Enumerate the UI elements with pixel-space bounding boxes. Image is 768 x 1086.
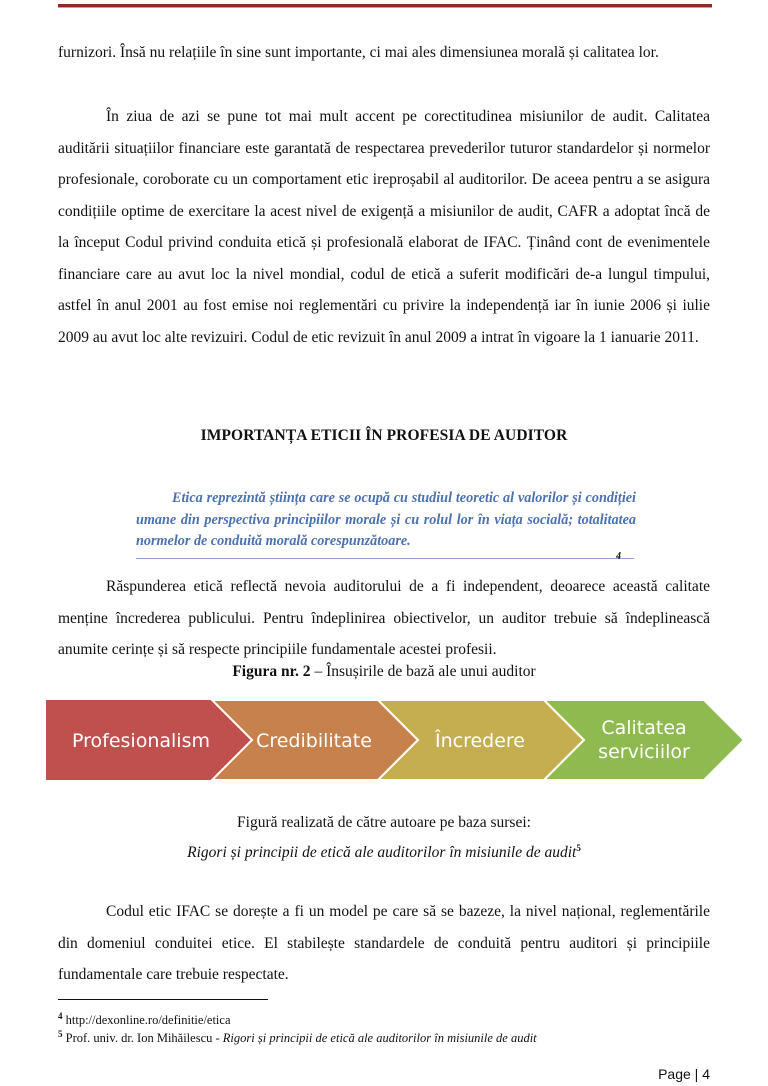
paragraph-audit-quality: În ziua de azi se pune tot mai mult accent pe corectitudinea misiunilor de audit. Calitatea auditării situațiilor financiare este garantată de respectarea prevederilor tuturor standardelor și normelor profesionale, coroborate cu un comportament etic ireproșabil al auditorilor. De aceea pentru a se asigura condițiile optime de exercitare la acest nivel de exigență a misiunilor de audit, CAFR a adoptat încă de la început Codul privind conduita etică și profesională elaborat de IFAC. Ținând cont de evenimentele financiare care au avut loc la nivel mondial, codul de etică a suferit modificări de-a lungul timpului, astfel în anul 2001 au fost emise noi reglementări cu privire la independență iar în iunie 2006 și iulie 2009 au avut loc alte revizuiri. Codul de etic revizuit în anul 2009 a intrat în vigoare la 1 ianuarie 2011. — [58, 108, 710, 346]
quote-underline — [136, 558, 634, 559]
footnote-5-number: 5 — [58, 1029, 63, 1039]
label-calitatea: Calitatea — [601, 717, 687, 739]
auditor-qualities-chevron-diagram — [46, 700, 746, 780]
figure-source-title — [0, 843, 768, 862]
header-rule — [58, 4, 712, 8]
footnote-5 — [58, 1026, 537, 1046]
label-incredere: Încredere — [434, 730, 526, 752]
paragraph-ifac-code: Codul etic IFAC se dorește a fi un model pe care să se bazeze, la nivel național, reglementările din domeniul conduitei etice. El stabilește standardele de conduită pentru auditori și principiile fundamentale care trebuie respectate. — [58, 903, 710, 983]
figure-number: Figura nr. 2 — [232, 663, 311, 680]
footnote-4-link[interactable]: http://dexonline.ro/definitie/etica — [62, 1013, 231, 1028]
figure-source-work: Rigori și principii de etică ale auditorilor în misiunile de audit — [187, 844, 577, 862]
label-profesionalism: Profesionalism — [72, 730, 210, 752]
paragraph-ethical-responsibility: Răspunderea etică reflectă nevoia auditorului de a fi independent, deoarece această calitate menține încrederea publicului. Pentru îndeplinirea obiectivelor, un auditor trebuie să îndeplinească anumite cerințe și să respecte principiile fundamentale acestei profesii. — [58, 578, 710, 658]
footnote-4-number: 4 — [58, 1011, 63, 1021]
label-credibilitate: Credibilitate — [256, 730, 372, 752]
footnote-separator — [58, 999, 268, 1000]
footnote-5-title: Rigori și principii de etică ale auditorilor în misiunile de audit — [222, 1031, 537, 1046]
label-serviciilor: serviciilor — [598, 741, 690, 763]
quote-footnote-ref: 4 — [616, 551, 621, 562]
figure-source-line: Figură realizată de către autoare pe baza sursei: — [237, 814, 531, 831]
figure-title: – Însușirile de bază ale unui auditor — [310, 663, 536, 680]
footnote-5-author: Prof. univ. dr. Ion Mihăilescu - — [62, 1031, 223, 1046]
section-title: IMPORTANȚA ETICII ÎN PROFESIA DE AUDITOR — [200, 427, 568, 444]
figure-source-footnote-ref: 5 — [576, 843, 581, 853]
definition-quote: Etica reprezintă știința care se ocupă cu studiul teoretic al valorilor și condiției umane din perspectiva principiilor morale și cu rolul lor în viața socială; totalitatea normelor de conduită morală corespunzătoare. — [136, 490, 636, 549]
paragraph-intro: furnizori. Însă nu relațiile în sine sunt importante, ci mai ales dimensiunea morală și calitatea lor. — [58, 44, 659, 61]
figure-caption — [0, 663, 768, 681]
page-number: Page | 4 — [658, 1066, 710, 1082]
